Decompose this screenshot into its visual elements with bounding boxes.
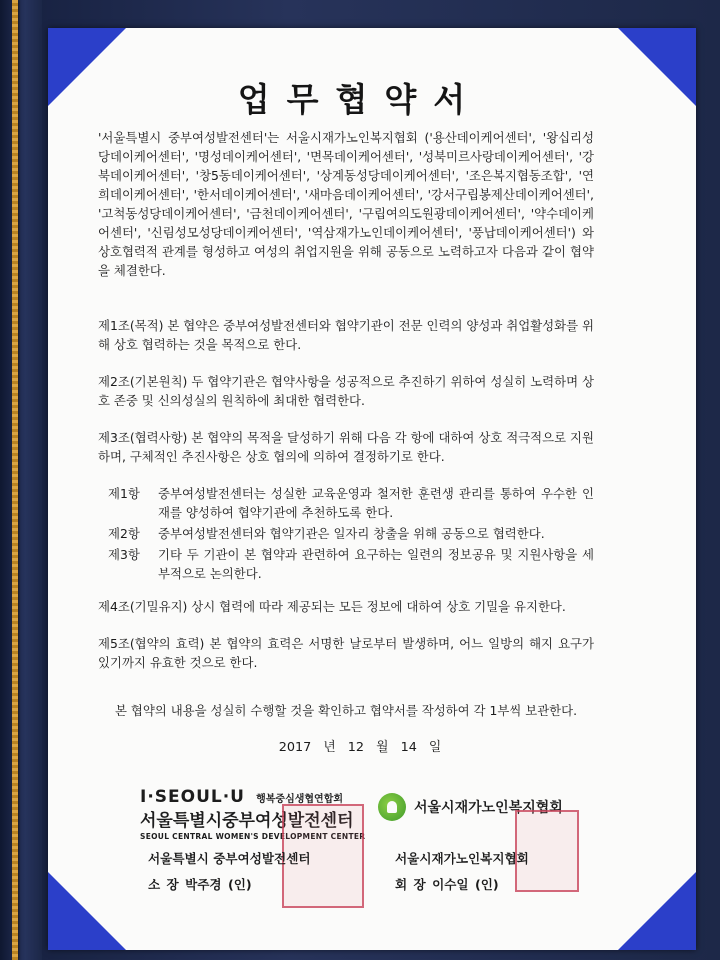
clause-number: 제2항 bbox=[108, 526, 140, 541]
center-name-korean: 서울특별시중부여성발전센터 bbox=[140, 811, 354, 831]
binder-spine bbox=[0, 0, 42, 960]
i-seoul-u-brand: I·SEOUL·U bbox=[140, 787, 245, 807]
intro-paragraph: '서울특별시 중부여성발전센터'는 서울시재가노인복지협회 ('용산데이케어센터', '왕십리성당데이케어센터', '명성데이케어센터', '면목데이케어센터', '성북미르사랑데이케어센터', '강북데이케어센터', '창5동데이케어센터', '상계동성당데이케어센터', '조은복지협동조합', '연희데이케어센터', '한서데이케어센터', '새마음데이케어센터', '강서구립봉제산데이케어센터', '고척동성당데이케어센터', '금천데이케어센터', '구립여의도원광데이케어센터', '약수데이케어센터', '신림성모성당데이케어센터', '역삼재가노인데이케어센터', '풍납데이케어센터') 와 상호협력적 관계를 형성하고 여성의 취업지원을 위해 공동으로 노력하고자 다음과 같이 협약을 체결한다. bbox=[98, 130, 594, 278]
association-name: 서울시재가노인복지협회 bbox=[414, 800, 563, 816]
agreement-date: 2017 년 12 월 14 일 bbox=[278, 740, 442, 755]
article-2: 제2조(기본원칙) 두 협약기관은 협약사항을 성공적으로 추진하기 위하여 성실히 노력하며 상호 존중 및 신의성실의 원칙하에 최대한 협력한다. bbox=[98, 374, 594, 408]
clause-number: 제3항 bbox=[108, 547, 140, 562]
clause-text: 기타 두 기관이 본 협약과 관련하여 요구하는 일련의 정보공유 및 지원사항을 세부적으로 논의한다. bbox=[158, 547, 594, 581]
clause-number: 제1항 bbox=[108, 486, 140, 501]
left-signatory: 소 장 박주경 (인) bbox=[148, 877, 252, 892]
right-signatory-org: 서울시재가노인복지협회 bbox=[395, 851, 529, 866]
corner-holder-bottom-left bbox=[48, 872, 126, 950]
clause-text: 중부여성발전센터는 성실한 교육운영과 철저한 훈련생 관리를 통하여 우수한 인재를 양성하여 협약기관에 추천하도록 한다. bbox=[158, 486, 594, 520]
clause-text: 중부여성발전센터와 협약기관은 일자리 창출을 위해 공동으로 협력한다. bbox=[158, 526, 545, 541]
closing-statement: 본 협약의 내용을 성실히 수행할 것을 확인하고 협약서를 작성하여 각 1부씩 보관한다. bbox=[114, 703, 578, 718]
article-3: 제3조(협력사항) 본 협약의 목적을 달성하기 위해 다음 각 항에 대하여 상호 적극적으로 지원하며, 구체적인 추진사항은 상호 협의에 의하여 결정하기로 한다. bbox=[98, 430, 594, 464]
articles-section bbox=[98, 316, 594, 690]
left-signatory-org: 서울특별시 중부여성발전센터 bbox=[148, 851, 311, 866]
gold-ribbon bbox=[12, 0, 18, 960]
article-5: 제5조(협약의 효력) 본 협약의 효력은 서명한 날로부터 발생하며, 어느 일방의 해지 요구가 있기까지 유효한 것으로 한다. bbox=[98, 636, 594, 670]
article-4: 제4조(기밀유지) 상시 협력에 따라 제공되는 모든 정보에 대하여 상호 기밀을 유지한다. bbox=[98, 599, 566, 614]
corner-holder-bottom-right bbox=[618, 872, 696, 950]
right-signatory: 회 장 이수일 (인) bbox=[395, 877, 499, 892]
house-icon bbox=[378, 793, 406, 821]
clause-list bbox=[98, 484, 594, 583]
clause-1 bbox=[98, 484, 594, 522]
cooperative-name: 행복중심생협연합회 bbox=[256, 794, 344, 805]
clause-2 bbox=[98, 524, 594, 543]
clause-3 bbox=[98, 545, 594, 583]
document-title: 업무협약서 bbox=[237, 80, 483, 119]
article-1: 제1조(목적) 본 협약은 중부여성발전센터와 협약기관이 전문 인력의 양성과 취업활성화를 위해 상호 협력하는 것을 목적으로 한다. bbox=[98, 318, 594, 352]
center-name-english: SEOUL CENTRAL WOMEN'S DEVELOPMENT CENTER bbox=[140, 832, 366, 841]
